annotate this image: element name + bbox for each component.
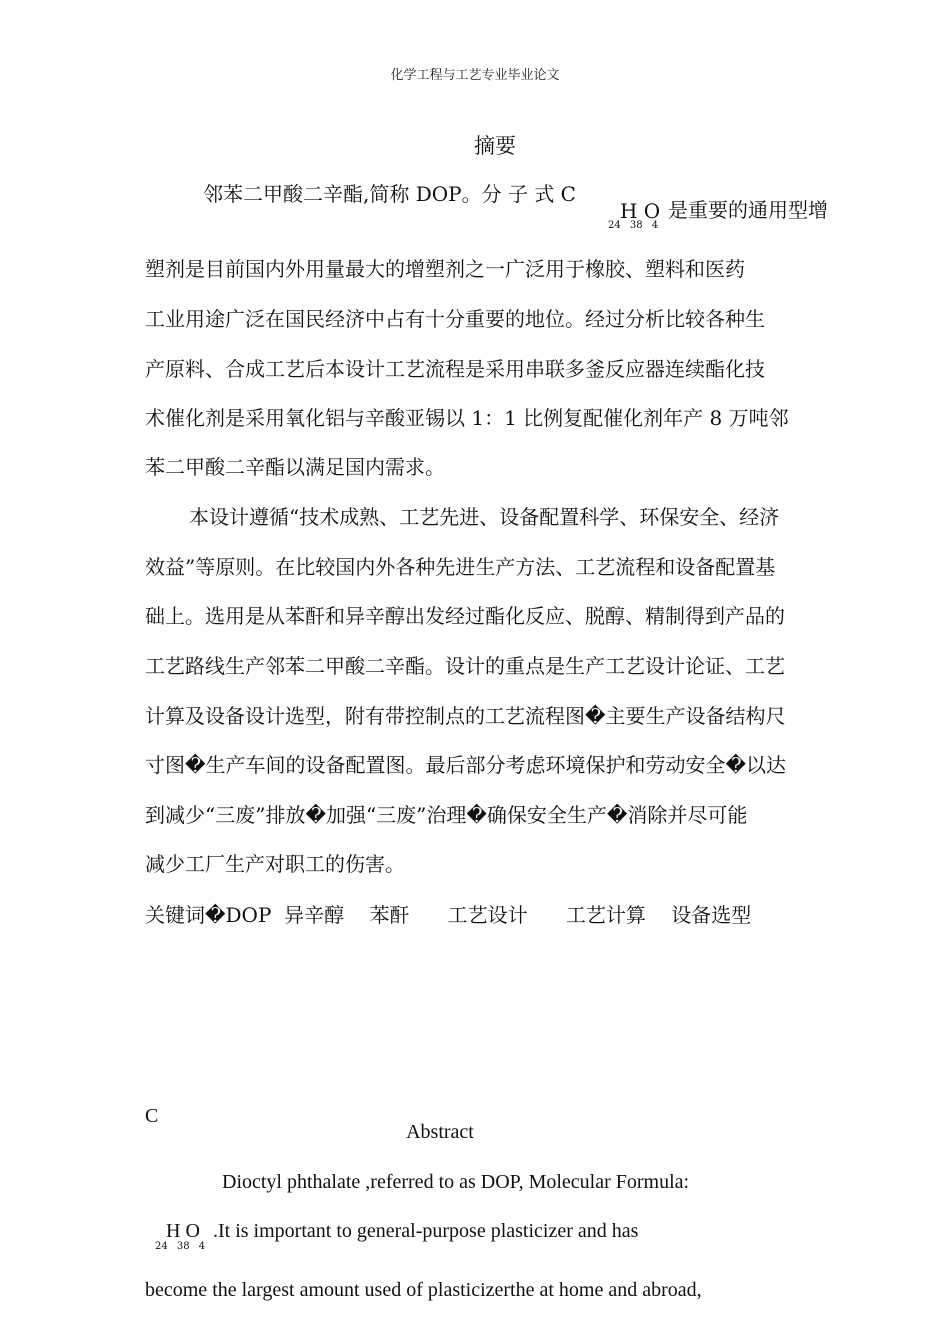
formula-en-subscripts: 24 38 4: [155, 1241, 206, 1252]
formula-en: H O: [166, 1220, 200, 1242]
abstract-cn-line: 苯二甲酸二辛酯以满足国内需求。: [145, 455, 445, 479]
abstract-en-line-3: become the largest amount used of plasticizerthe at home and abroad,: [145, 1279, 702, 1301]
abstract-cn-line-1b: 是重要的通用型增: [668, 198, 828, 222]
abstract-en-line-2: .It is important to general-purpose plasticizer and has: [213, 1220, 639, 1242]
abstract-cn-line: 础上。选用是从苯酐和异辛醇出发经过酯化反应、脱醇、精制得到产品的: [145, 604, 785, 628]
stray-formula-c: C: [145, 1105, 159, 1127]
formula-cn-subscripts: 24 38 4: [608, 220, 659, 231]
abstract-cn-line: 塑剂是目前国内外用量最大的增塑剂之一广泛用于橡胶、塑料和医药: [145, 257, 745, 281]
abstract-cn-line: 寸图�生产车间的设备配置图。最后部分考虑环境保护和劳动安全�以达: [145, 753, 787, 777]
abstract-cn-line: 术催化剂是采用氧化铝与辛酸亚锡以 1：1 比例复配催化剂年产 8 万吨邻: [145, 406, 789, 430]
running-header: 化学工程与工艺专业毕业论文: [390, 68, 560, 83]
abstract-en-title: Abstract: [406, 1121, 474, 1143]
abstract-cn-title: 摘要: [474, 134, 516, 158]
abstract-en-line-1: Dioctyl phthalate ,referred to as DOP, Molecular Formula:: [222, 1171, 690, 1193]
abstract-cn-line: 效益”等原则。在比较国内外各种先进生产方法、工艺流程和设备配置基: [145, 555, 776, 579]
abstract-cn-line: 本设计遵循“技术成熟、工艺先进、设备配置科学、环保安全、经济: [189, 505, 780, 529]
abstract-cn-line-1a: 邻苯二甲酸二辛酯,简称 DOP。分 子 式 C: [203, 182, 576, 206]
abstract-cn-line: 产原料、合成工艺后本设计工艺流程是采用串联多釜反应器连续酯化技: [145, 357, 765, 381]
abstract-cn-line: 工艺路线生产邻苯二甲酸二辛酯。设计的重点是生产工艺设计论证、工艺: [145, 654, 785, 678]
abstract-cn-line: 减少工厂生产对职工的伤害。: [145, 852, 405, 876]
abstract-cn-line: 到减少“三废”排放�加强“三废”治理�确保安全生产�消除并尽可能: [145, 803, 748, 827]
formula-cn: H O: [620, 199, 661, 223]
abstract-cn-line: 工业用途广泛在国民经济中占有十分重要的地位。经过分析比较各种生: [145, 307, 765, 331]
keywords-cn: 关键词�DOP 异辛醇 苯酐 工艺设计 工艺计算 设备选型: [145, 903, 752, 927]
abstract-cn-line: 计算及设备设计选型，附有带控制点的工艺流程图�主要生产设备结构尺: [145, 704, 786, 728]
